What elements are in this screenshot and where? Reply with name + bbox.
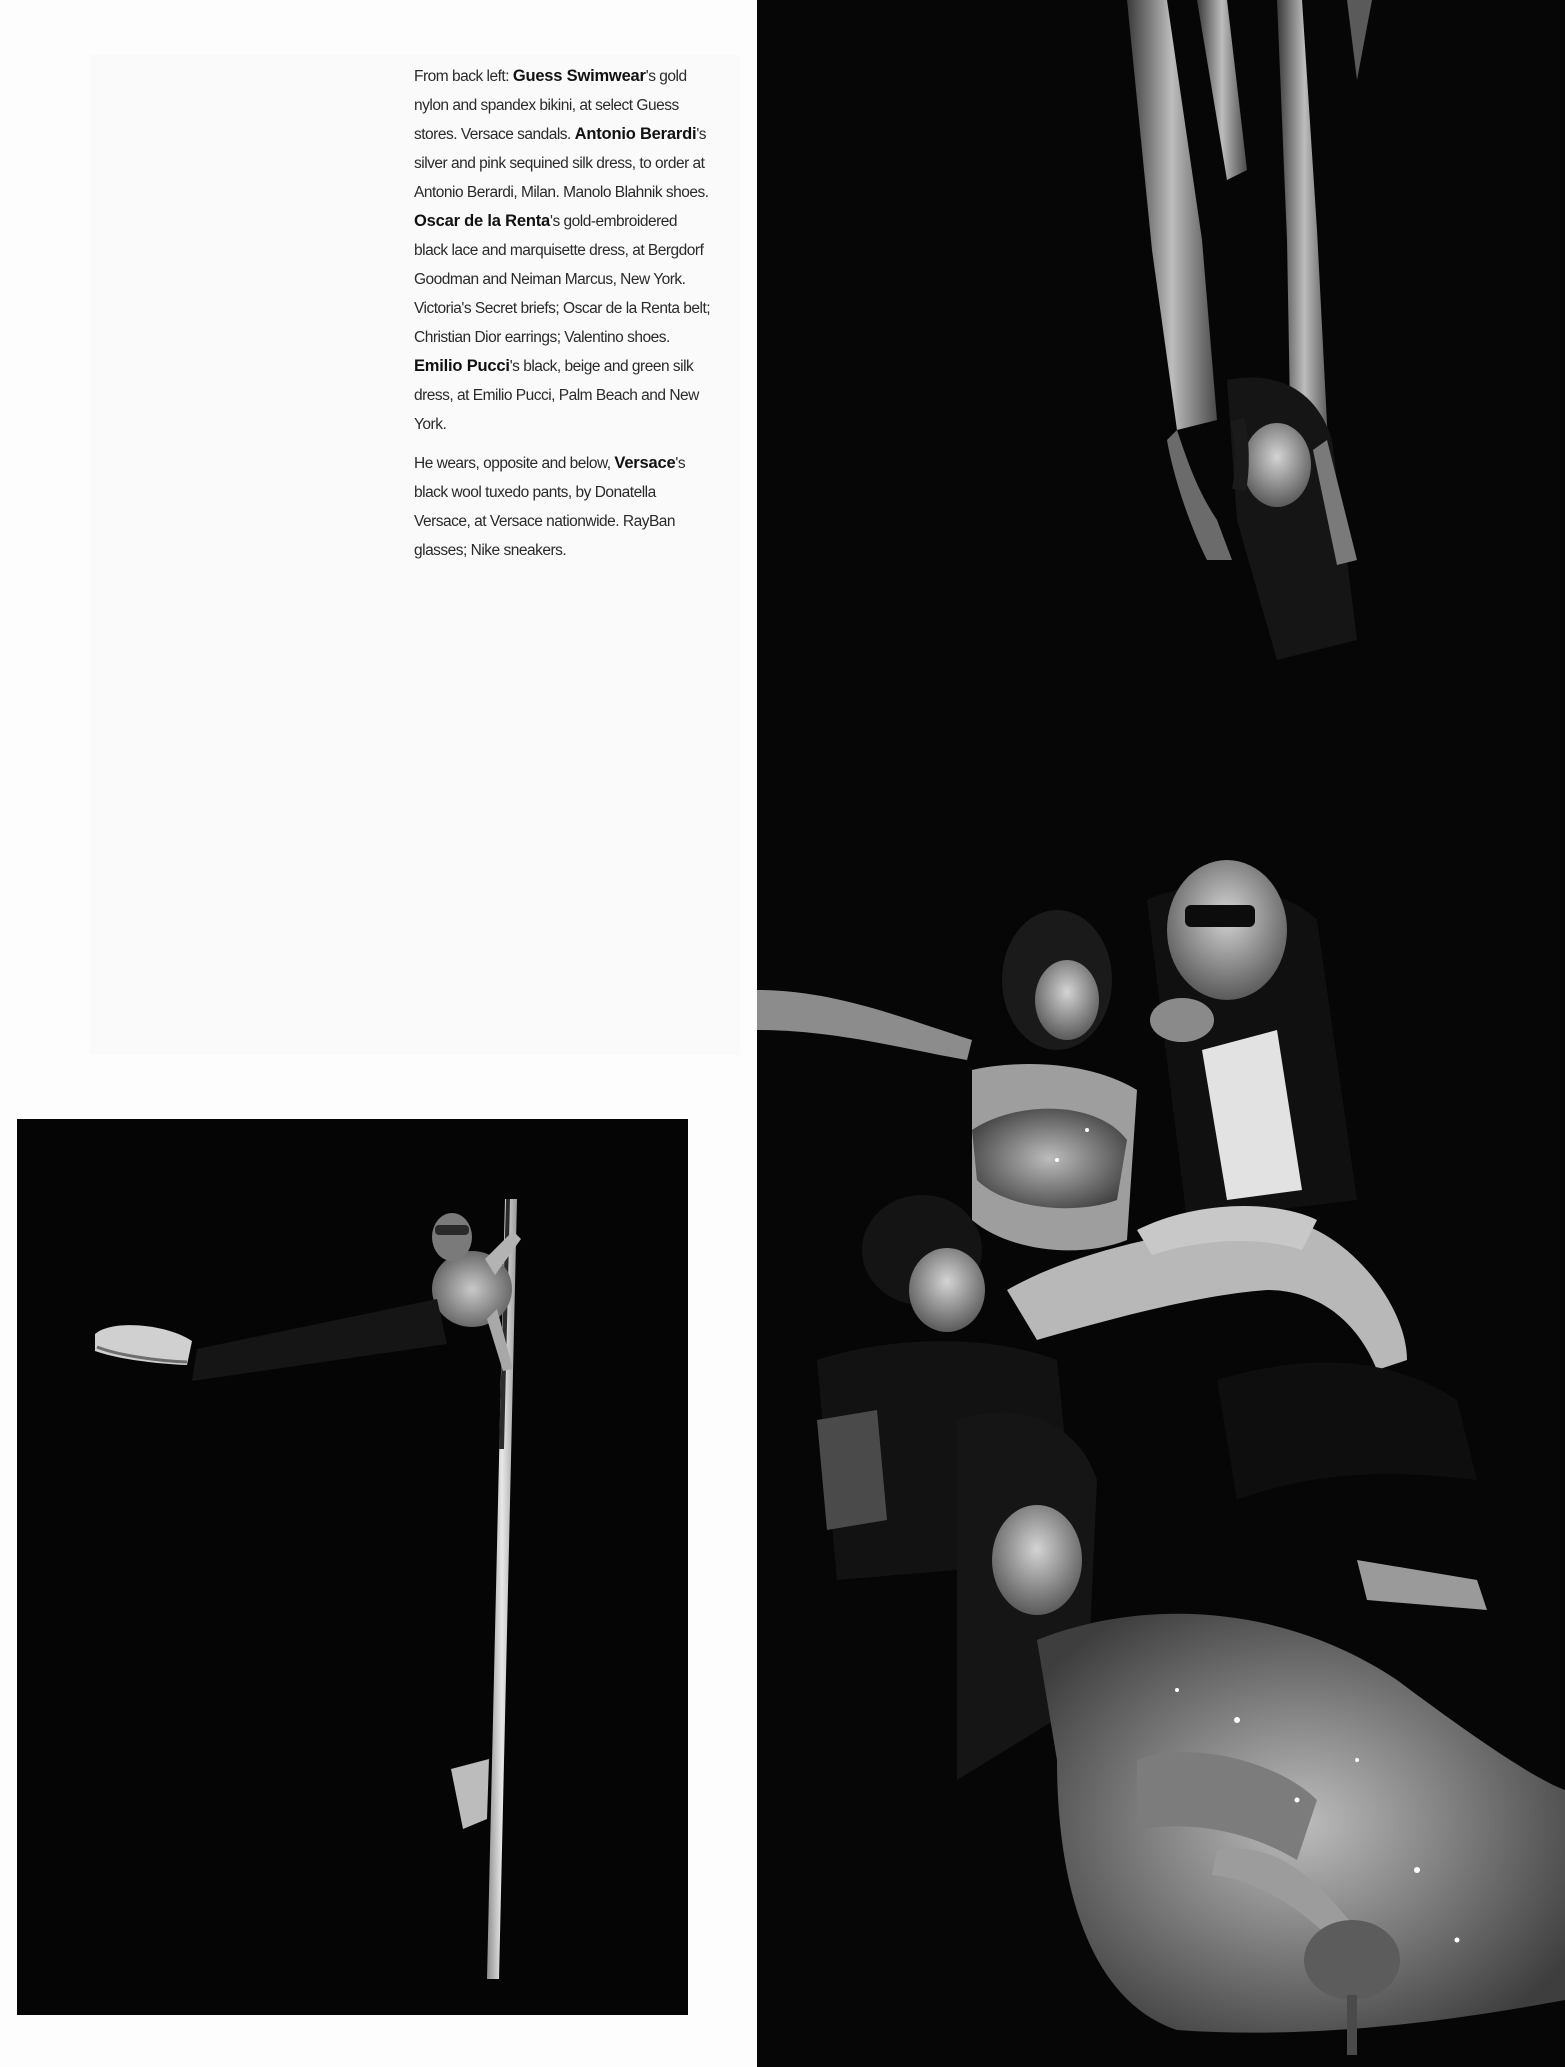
credit-text: 's silver and pink sequined silk dress, to order at Antonio Berardi, Milan. Manolo Blahnik shoes. [414, 126, 709, 201]
brand-guess-swimwear: Guess Swimwear [512, 67, 646, 85]
brand-oscar-de-la-renta: Oscar de la Renta [414, 212, 550, 230]
fashion-credits [414, 62, 714, 575]
brand-versace: Versace [614, 454, 676, 472]
credit-text: 's gold-embroidered black lace and marquisette dress, at Bergdorf Goodman and Neiman Marcus, New York. Victoria's Secret briefs; Oscar de la Renta belt; Christian Dior earrings; Valentino shoes. [414, 213, 711, 346]
credits-paragraph-1 [414, 62, 714, 439]
left-column [0, 0, 755, 2067]
credits-intro: He wears, opposite and below, [414, 455, 615, 472]
photo-group-night-party [757, 0, 1565, 2067]
credit-text: 's gold nylon and spandex bikini, at select Guess stores. Versace sandals. [414, 68, 687, 143]
credits-paragraph-2 [414, 449, 714, 565]
credit-text: 's black, beige and green silk dress, at Emilio Pucci, Palm Beach and New York. [414, 358, 699, 433]
brand-antonio-berardi: Antonio Berardi [574, 125, 697, 143]
credits-intro: From back left: [414, 68, 513, 85]
photo-man-on-pole [17, 1119, 688, 2015]
man-on-pole-icon [17, 1119, 688, 2015]
credit-text: 's black wool tuxedo pants, by Donatella Versace, at Versace nationwide. RayBan glasses; Nike sneakers. [414, 455, 686, 559]
night-party-icon [757, 0, 1565, 2067]
brand-emilio-pucci: Emilio Pucci [414, 357, 510, 375]
